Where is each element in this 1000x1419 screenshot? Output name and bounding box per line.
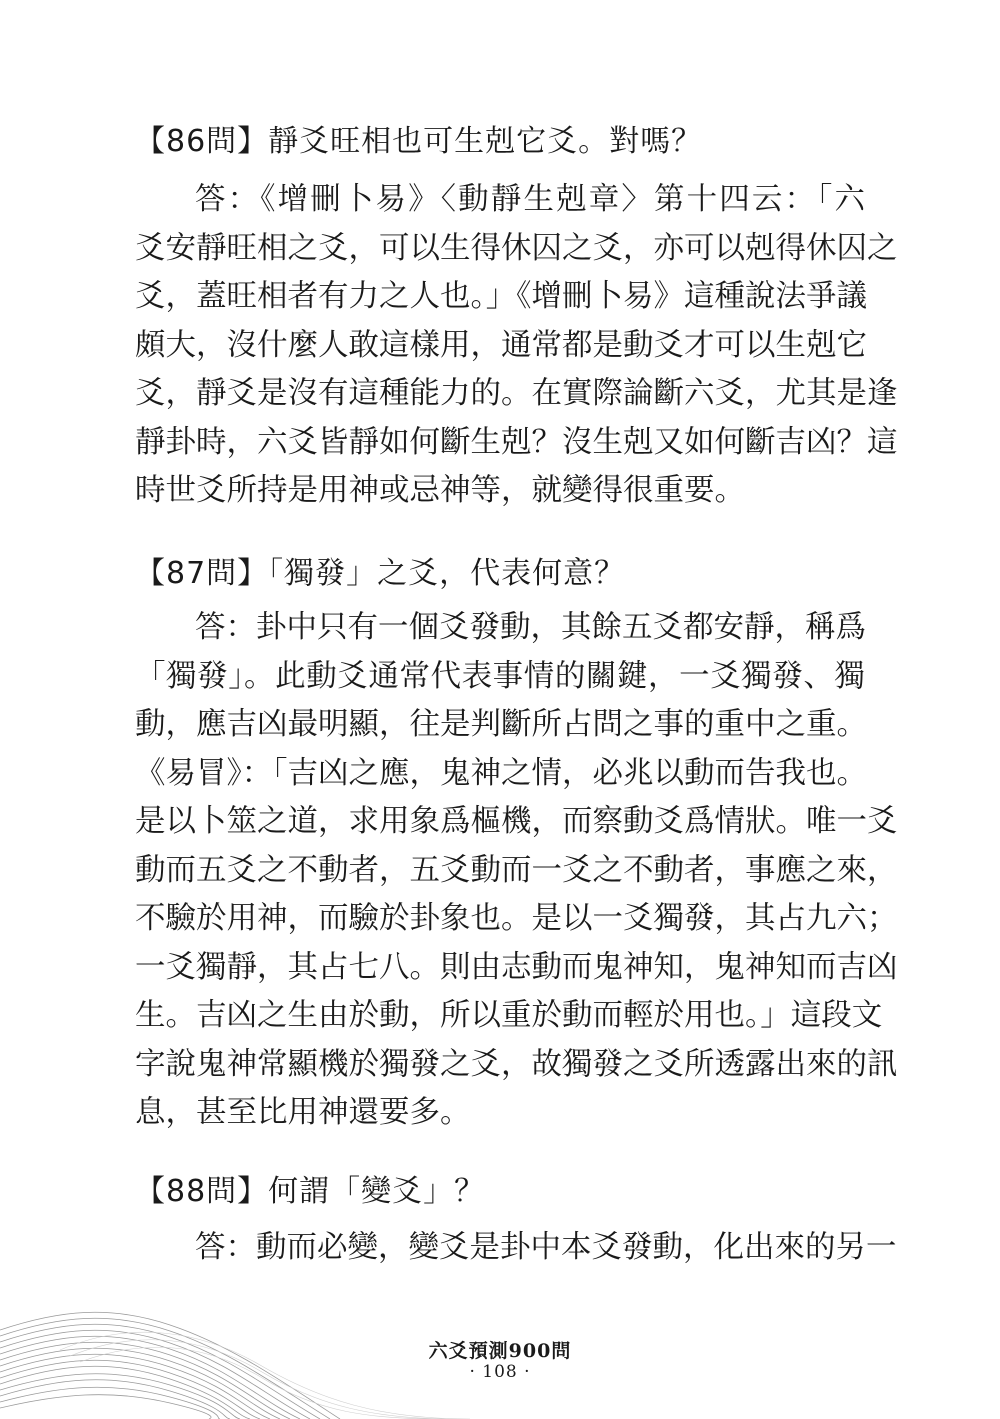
answer-line: 頗大，沒什麼人敢這樣用，通常都是動爻才可以生剋它 — [135, 327, 867, 363]
answer-line: 時世爻所持是用神或忌神等，就變得很重要。 — [135, 473, 745, 508]
question-87-heading: 【87問】「獨發」之爻，代表何意？ — [135, 556, 626, 591]
page-number: · 108 · — [469, 1362, 531, 1382]
answer-88 — [135, 1224, 897, 1273]
answer-line: 爻安靜旺相之爻，可以生得休囚之爻，亦可以剋得休囚之 — [135, 230, 898, 266]
answer-line: 「獨發」。此動爻通常代表事情的關鍵，一爻獨發、獨 — [135, 658, 865, 694]
answer-line: 靜卦時，六爻皆靜如何斷生剋？沒生剋又如何斷吉凶？這 — [135, 424, 898, 460]
answer-line: 《易冒》：「吉凶之應，鬼神之情，必兆以動而告我也。 — [135, 755, 867, 791]
answer-87 — [135, 604, 898, 1138]
answer-line: 是以卜筮之道，求用象爲樞機，而察動爻爲情狀。唯一爻 — [135, 804, 898, 839]
answer-line: 一爻獨靜，其占七八。則由志動而鬼神知，鬼神知而吉凶 — [135, 949, 898, 985]
answer-line: 息，甚至比用神還要多。 — [135, 1095, 471, 1130]
answer-line: 不驗於用神，而驗於卦象也。是以一爻獨發，其占九六； — [135, 901, 898, 936]
book-title: 六爻預測900問 — [428, 1340, 572, 1362]
question-86-heading: 【86問】靜爻旺相也可生剋它爻。對嗎？ — [135, 124, 703, 159]
answer-line: 答：《增刪卜易》〈動靜生剋章〉第十四云：「六 — [195, 182, 865, 217]
answer-line: 字說鬼神常顯機於獨發之爻，故獨發之爻所透露出來的訊 — [135, 1046, 898, 1082]
question-88-heading: 【88問】何謂「變爻」？ — [135, 1174, 486, 1209]
answer-86 — [135, 176, 898, 516]
answer-line: 爻，靜爻是沒有這種能力的。在實際論斷六爻，尤其是逢 — [135, 376, 898, 411]
answer-line: 動而五爻之不動者，五爻動而一爻之不動者，事應之來， — [135, 852, 898, 888]
answer-line: 答：動而必變，變爻是卦中本爻發動，化出來的另一 — [195, 1230, 897, 1265]
answer-line: 動，應吉凶最明顯，往是判斷所占問之事的重中之重。 — [135, 707, 867, 742]
answer-line: 答：卦中只有一個爻發動，其餘五爻都安靜，稱爲 — [195, 610, 866, 645]
answer-line: 爻，蓋旺相者有力之人也。」《增刪卜易》這種說法爭議 — [135, 279, 867, 314]
answer-line: 生。吉凶之生由於動，所以重於動而輕於用也。」這段文 — [135, 998, 883, 1033]
